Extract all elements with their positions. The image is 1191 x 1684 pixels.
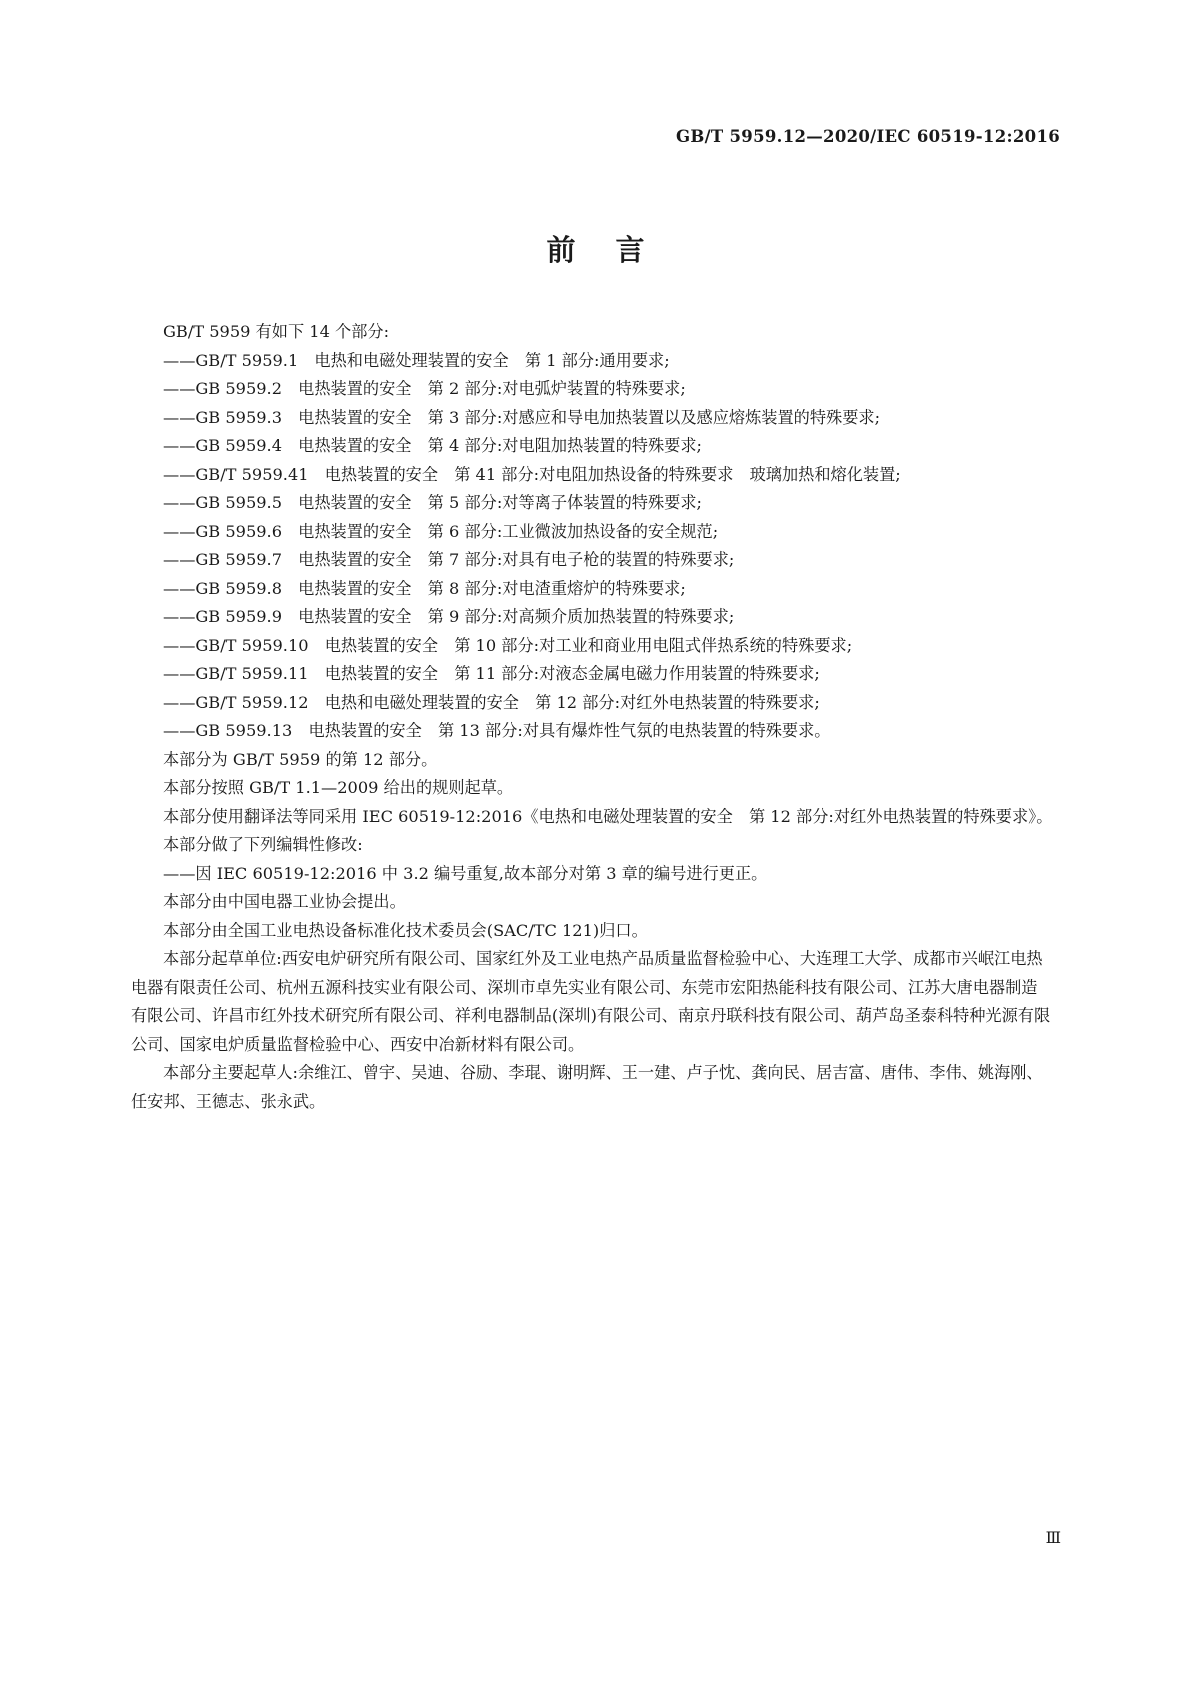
page-number: Ⅲ	[1045, 1528, 1061, 1547]
list-item: ——GB/T 5959.10 电热装置的安全 第 10 部分:对工业和商业用电阻式伴热系统的特殊要求;	[163, 635, 853, 655]
proposed-by-statement: 本部分由中国电器工业协会提出。	[163, 892, 406, 911]
list-item: ——GB 5959.6 电热装置的安全 第 6 部分:工业微波加热设备的安全规范;	[163, 521, 719, 541]
editorial-item: ——因 IEC 60519-12:2016 中 3.2 编号重复,故本部分对第 3 章的编号进行更正。	[163, 863, 768, 883]
adoption-statement: 本部分使用翻译法等同采用 IEC 60519-12:2016《电热和电磁处理装置的安全 第 12 部分:对红外电热装置的特殊要求》。	[163, 806, 1053, 826]
list-item: ——GB 5959.9 电热装置的安全 第 9 部分:对高频介质加热装置的特殊要求;	[163, 607, 735, 626]
centralized-by-statement: 本部分由全国工业电热设备标准化技术委员会(SAC/TC 121)归口。	[163, 920, 648, 940]
list-item: ——GB 5959.8 电热装置的安全 第 8 部分:对电渣重熔炉的特殊要求;	[163, 578, 686, 598]
editorial-intro: 本部分做了下列编辑性修改:	[163, 835, 363, 854]
list-item: ——GB 5959.7 电热装置的安全 第 7 部分:对具有电子枪的装置的特殊要求;	[163, 550, 735, 569]
list-item: ——GB 5959.13 电热装置的安全 第 13 部分:对具有爆炸性气氛的电热装置的特殊要求。	[163, 721, 831, 740]
drafting-units-statement: 本部分起草单位:西安电炉研究所有限公司、国家红外及工业电热产品质量监督检验中心、大连理工大学、成都市兴岷江电热电器有限责任公司、杭州五源科技实业有限公司、深圳市卓先实业有限公司、东莞市宏阳热能科技有限公司、江苏大唐电器制造有限公司、许昌市红外技术研究所有限公司、祥利电器制品(深圳)有限公司、南京丹联科技有限公司、葫芦岛圣泰科特种光源有限公司、国家电炉质量监督检验中心、西安中冶新材料有限公司。	[131, 949, 1051, 1054]
drafters-statement: 本部分主要起草人:余维江、曾宇、吴迪、谷励、李琨、谢明辉、王一建、卢子忱、龚向民、居吉富、唐伟、李伟、姚海刚、任安邦、王德志、张永武。	[131, 1063, 1043, 1111]
list-item: ——GB 5959.3 电热装置的安全 第 3 部分:对感应和导电加热装置以及感应熔炼装置的特殊要求;	[163, 407, 881, 427]
list-item: ——GB 5959.2 电热装置的安全 第 2 部分:对电弧炉装置的特殊要求;	[163, 379, 686, 398]
page-title: 前言	[546, 233, 685, 267]
list-item: ——GB 5959.4 电热装置的安全 第 4 部分:对电阻加热装置的特殊要求;	[163, 436, 702, 455]
foreword-body	[131, 318, 1053, 1116]
list-item: ——GB 5959.5 电热装置的安全 第 5 部分:对等离子体装置的特殊要求;	[163, 493, 702, 512]
list-item: ——GB/T 5959.12 电热和电磁处理装置的安全 第 12 部分:对红外电热装置的特殊要求;	[163, 692, 820, 712]
drafting-rules-statement: 本部分按照 GB/T 1.1—2009 给出的规则起草。	[163, 778, 514, 797]
part-of-statement: 本部分为 GB/T 5959 的第 12 部分。	[163, 749, 438, 769]
list-item: ——GB/T 5959.11 电热装置的安全 第 11 部分:对液态金属电磁力作用装置的特殊要求;	[163, 664, 820, 683]
intro-text: GB/T 5959 有如下 14 个部分:	[163, 322, 390, 341]
standard-code: GB/T 5959.12—2020/IEC 60519-12:2016	[675, 127, 1060, 146]
list-item: ——GB/T 5959.1 电热和电磁处理装置的安全 第 1 部分:通用要求;	[163, 350, 670, 370]
list-item: ——GB/T 5959.41 电热装置的安全 第 41 部分:对电阻加热设备的特殊要求 玻璃加热和熔化装置;	[163, 464, 901, 484]
